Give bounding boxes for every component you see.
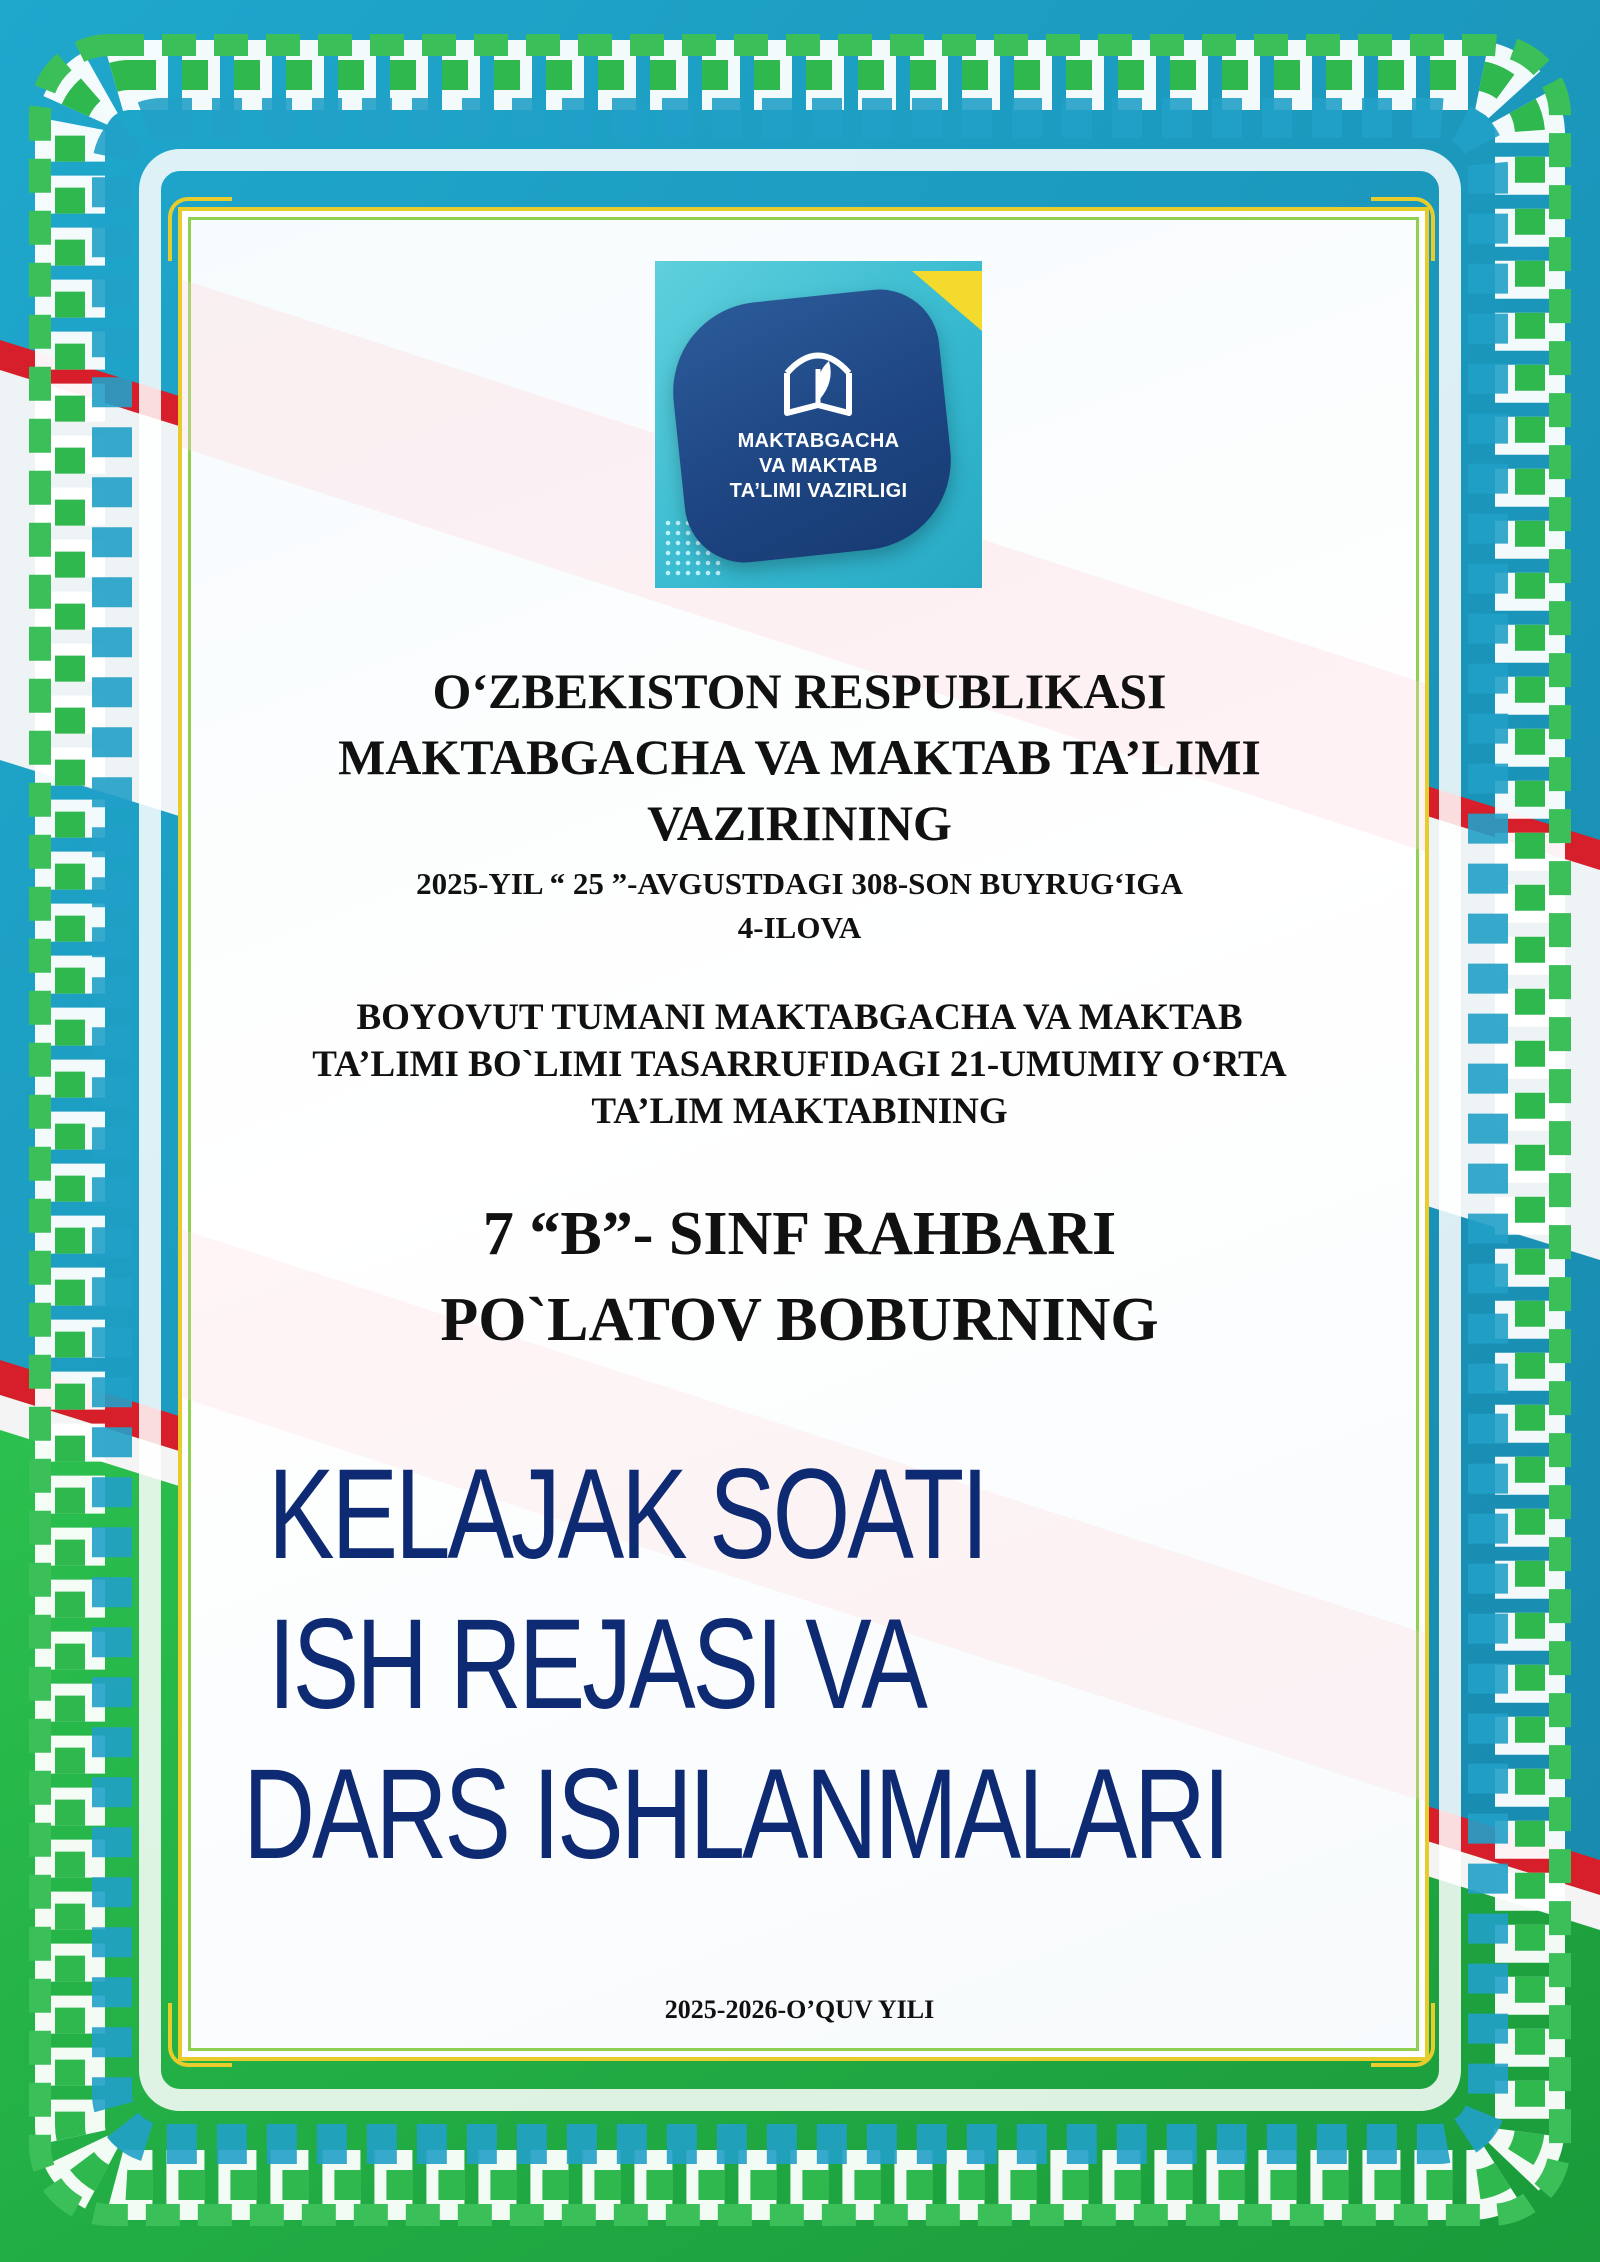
teacher-line-1: 7 “B”- SINF RAHBARI	[482, 1200, 1117, 1268]
school-line-3: TA’LIM MAKTABINING	[591, 1091, 1008, 1132]
heading-line-1: O‘ZBEKISTON RESPUBLIKASI	[432, 663, 1167, 719]
heading-line-3: VAZIRINING	[647, 795, 952, 851]
school-line-1: BOYOVUT TUMANI MAKTABGACHA VA MAKTAB	[356, 997, 1243, 1038]
title-line-3: DARS ISHLANMALARI	[243, 1743, 1228, 1886]
teacher-line-2: PO`LATOV BOBURNING	[440, 1286, 1159, 1354]
heading-line-2: MAKTABGACHA VA MAKTAB TA’LIMI	[338, 729, 1261, 785]
book-leaf-icon	[773, 333, 863, 423]
logo-badge	[664, 284, 959, 569]
title-line-2: ISH REJASI VA	[268, 1593, 925, 1736]
order-reference: 2025-YIL “ 25 ”-AVGUSTDAGI 308-SON BUYRUG‘IGA	[416, 866, 1183, 901]
title-line-1: KELAJAK SOATI	[268, 1443, 986, 1586]
academic-year: 2025-2026-O’QUV YILI	[664, 1995, 935, 2024]
logo-text: MAKTABGACHA VA MAKTAB TA’LIMI VAZIRLIGI	[729, 430, 908, 502]
appendix-label: 4-ILOVA	[737, 910, 862, 945]
ministry-logo	[655, 261, 982, 588]
school-line-2: TA’LIMI BO`LIMI TASARRUFIDAGI 21-UMUMIY O‘RTA	[312, 1044, 1287, 1085]
frame-corner	[1371, 197, 1435, 261]
frame-corner	[168, 197, 232, 261]
